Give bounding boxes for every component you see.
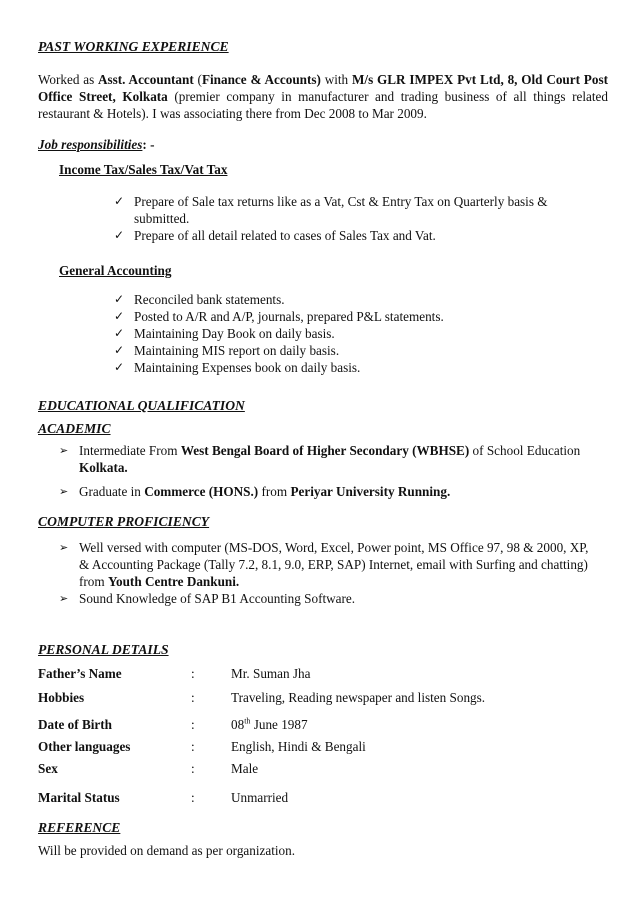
intro-text-2: ( [193,72,202,87]
list-item: ✓ Maintaining Expenses book on daily basis. [114,360,361,375]
checkmark-icon: ✓ [114,292,125,306]
income-tax-list [114,193,604,244]
checkmark-icon: ✓ [114,194,125,208]
intro-text-4: (premier company in manufacturer and trading business of all things related restaurant & Hotels). I was associating there from Dec 2008 to Mar 2009. [38,89,609,121]
arrow-bullet-icon: ➢ [59,592,69,605]
academic-heading: ACADEMIC [38,421,111,436]
general-accounting-list [114,291,604,376]
list-item: ✓ Prepare of all detail related to cases of Sales Tax and Vat. [114,228,436,243]
list-item: ➢ Well versed with computer (MS-DOS, Word, Excel, Power point, MS Office 97, 98 & 2000, XP, & Accounting Package (Tally 7.2, 8.1, 9.0, ERP, SAP) Internet, email with Surfing and chatting) from Youth Centre Dankuni. [59,540,589,589]
arrow-bullet-icon: ➢ [59,541,69,554]
checkmark-icon: ✓ [114,228,125,242]
checkmark-icon: ✓ [114,343,125,357]
academic-list [59,442,607,500]
list-item: ✓ Maintaining MIS report on daily basis. [114,343,340,358]
arrow-bullet-icon: ➢ [59,444,69,457]
education-heading: EDUCATIONAL QUALIFICATION [38,398,245,413]
reference-heading: REFERENCE [38,820,121,835]
list-item: ➢ Graduate in Commerce (HONS.) from Periyar University Running. [59,484,451,499]
company-name: M/s GLR IMPEX Pvt Ltd, 8, Old Court Post Office Street, Kolkata [38,72,608,104]
general-accounting-title: General Accounting [59,263,172,278]
checkmark-icon: ✓ [114,326,125,340]
arrow-bullet-icon: ➢ [59,485,69,498]
past-experience-heading: PAST WORKING EXPERIENCE [38,39,229,54]
intro-text-1: Worked as [38,72,98,87]
job-responsibilities [38,136,155,153]
reference-text: Will be provided on demand as per organization. [38,843,296,858]
list-item: ➢ Intermediate From West Bengal Board of Higher Secondary (WBHSE) of School Education Kolkata. [59,443,581,475]
list-item: ✓ Posted to A/R and A/P, journals, prepared P&L statements. [114,309,444,324]
list-item: ✓ Reconciled bank statements. [114,292,285,307]
job-responsibilities-label: Job responsibilities [38,137,143,152]
experience-intro [38,71,608,122]
job-role: Asst. Accountant [98,72,194,87]
list-item: ➢ Sound Knowledge of SAP B1 Accounting Software. [59,591,356,606]
department: Finance & Accounts) [201,72,321,87]
checkmark-icon: ✓ [114,309,125,323]
intro-text-3: with [320,72,352,87]
personal-heading: PERSONAL DETAILS [38,642,169,657]
income-tax-title: Income Tax/Sales Tax/Vat Tax [59,162,228,177]
list-item: ✓ Maintaining Day Book on daily basis. [114,326,335,341]
computer-heading: COMPUTER PROFICIENCY [38,514,210,529]
list-item: ✓ Prepare of Sale tax returns like as a Vat, Cst & Entry Tax on Quarterly basis & submitted. [114,194,548,226]
checkmark-icon: ✓ [114,360,125,374]
job-responsibilities-suffix: : - [142,137,155,152]
computer-list [59,539,599,607]
